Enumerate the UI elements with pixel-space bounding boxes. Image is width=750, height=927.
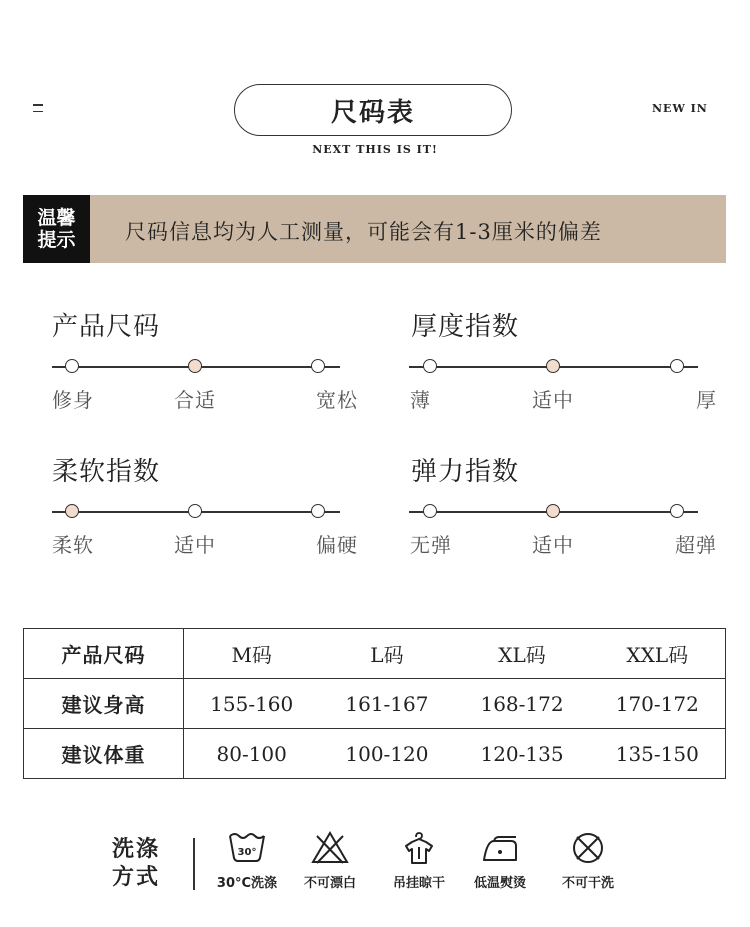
scale-title-2: 柔软指数 [52, 457, 161, 487]
scale-dot-3-0 [423, 504, 437, 518]
hang-dry-icon [399, 830, 439, 866]
page-title: 尺码表 [330, 97, 415, 128]
table-cell: 168-172 [454, 679, 589, 729]
table-row-header: 建议身高 [24, 679, 184, 729]
wash-temp-text: 30° [237, 847, 257, 858]
table-cell: 80-100 [184, 729, 320, 779]
scale-dot-0-0 [65, 359, 79, 373]
table-cell: XXL码 [590, 629, 726, 679]
notice-tag-line1: 温馨 [37, 207, 76, 229]
care-label-low-iron: 低温熨烫 [473, 876, 526, 891]
care-item-no-dry-clean [543, 830, 633, 891]
new-in-label: NEW IN [652, 102, 708, 115]
notice-tag [23, 195, 90, 263]
table-row-header: 产品尺码 [24, 629, 184, 679]
table-cell: 100-120 [319, 729, 454, 779]
scale-dot-1-1 [546, 359, 560, 373]
menu-icon[interactable] [33, 104, 43, 114]
table-cell: L码 [319, 629, 454, 679]
scale-label-0-0: 修身 [52, 388, 94, 412]
scale-title-1: 厚度指数 [411, 312, 520, 342]
table-cell: 161-167 [319, 679, 454, 729]
scale-dot-1-0 [423, 359, 437, 373]
notice-tag-line2: 提示 [37, 229, 76, 251]
table-cell: 155-160 [184, 679, 320, 729]
care-item-no-bleach [285, 830, 375, 891]
scale-label-1-1: 适中 [532, 388, 574, 412]
care-title [112, 836, 160, 892]
low-iron-icon [480, 830, 520, 866]
scale-dot-3-1 [546, 504, 560, 518]
table-cell: XL码 [454, 629, 589, 679]
scale-label-0-2: 宽松 [316, 388, 358, 412]
care-title-line1: 洗涤 [112, 837, 161, 862]
page-subtitle: NEXT THIS IS IT! [312, 143, 438, 156]
scale-label-1-0: 薄 [410, 388, 431, 412]
care-label-no-bleach: 不可漂白 [303, 876, 356, 891]
scale-dot-0-2 [311, 359, 325, 373]
table-row [24, 679, 726, 729]
scale-dot-1-2 [670, 359, 684, 373]
table-cell: 170-172 [590, 679, 726, 729]
scale-label-3-1: 适中 [532, 533, 574, 557]
scale-label-3-0: 无弹 [410, 533, 452, 557]
page-title-pill [234, 84, 512, 136]
no-bleach-icon [310, 830, 350, 866]
care-title-line2: 方式 [112, 865, 161, 890]
scale-title-3: 弹力指数 [411, 457, 520, 487]
care-label-wash: 30°C洗涤 [216, 876, 278, 891]
scale-dot-2-0 [65, 504, 79, 518]
scale-label-0-1: 合适 [174, 388, 216, 412]
wash-30-icon [227, 830, 267, 866]
scale-label-2-2: 偏硬 [316, 533, 358, 557]
no-dry-clean-icon [568, 830, 608, 866]
scale-dot-0-1 [188, 359, 202, 373]
table-cell: 120-135 [454, 729, 589, 779]
care-label-hang-dry: 吊挂晾干 [392, 876, 445, 891]
table-row [24, 729, 726, 779]
notice-text: 尺码信息均为人工测量，可能会有1-3厘米的偏差 [125, 220, 602, 244]
scale-dot-2-1 [188, 504, 202, 518]
scale-label-3-2: 超弹 [675, 533, 717, 557]
scale-label-2-1: 适中 [174, 533, 216, 557]
scale-dot-2-2 [311, 504, 325, 518]
table-row-header: 建议体重 [24, 729, 184, 779]
scale-label-2-0: 柔软 [52, 533, 94, 557]
scale-title-0: 产品尺码 [52, 312, 161, 342]
care-item-wash [202, 830, 292, 891]
care-item-low-iron [455, 830, 545, 891]
table-cell: 135-150 [590, 729, 726, 779]
scale-dot-3-2 [670, 504, 684, 518]
care-item-hang-dry [374, 830, 464, 891]
care-label-no-dry-clean: 不可干洗 [561, 876, 614, 891]
table-row [24, 629, 726, 679]
size-table [23, 628, 726, 779]
scale-label-1-2: 厚 [696, 388, 717, 412]
care-divider [193, 838, 195, 890]
table-cell: M码 [184, 629, 320, 679]
